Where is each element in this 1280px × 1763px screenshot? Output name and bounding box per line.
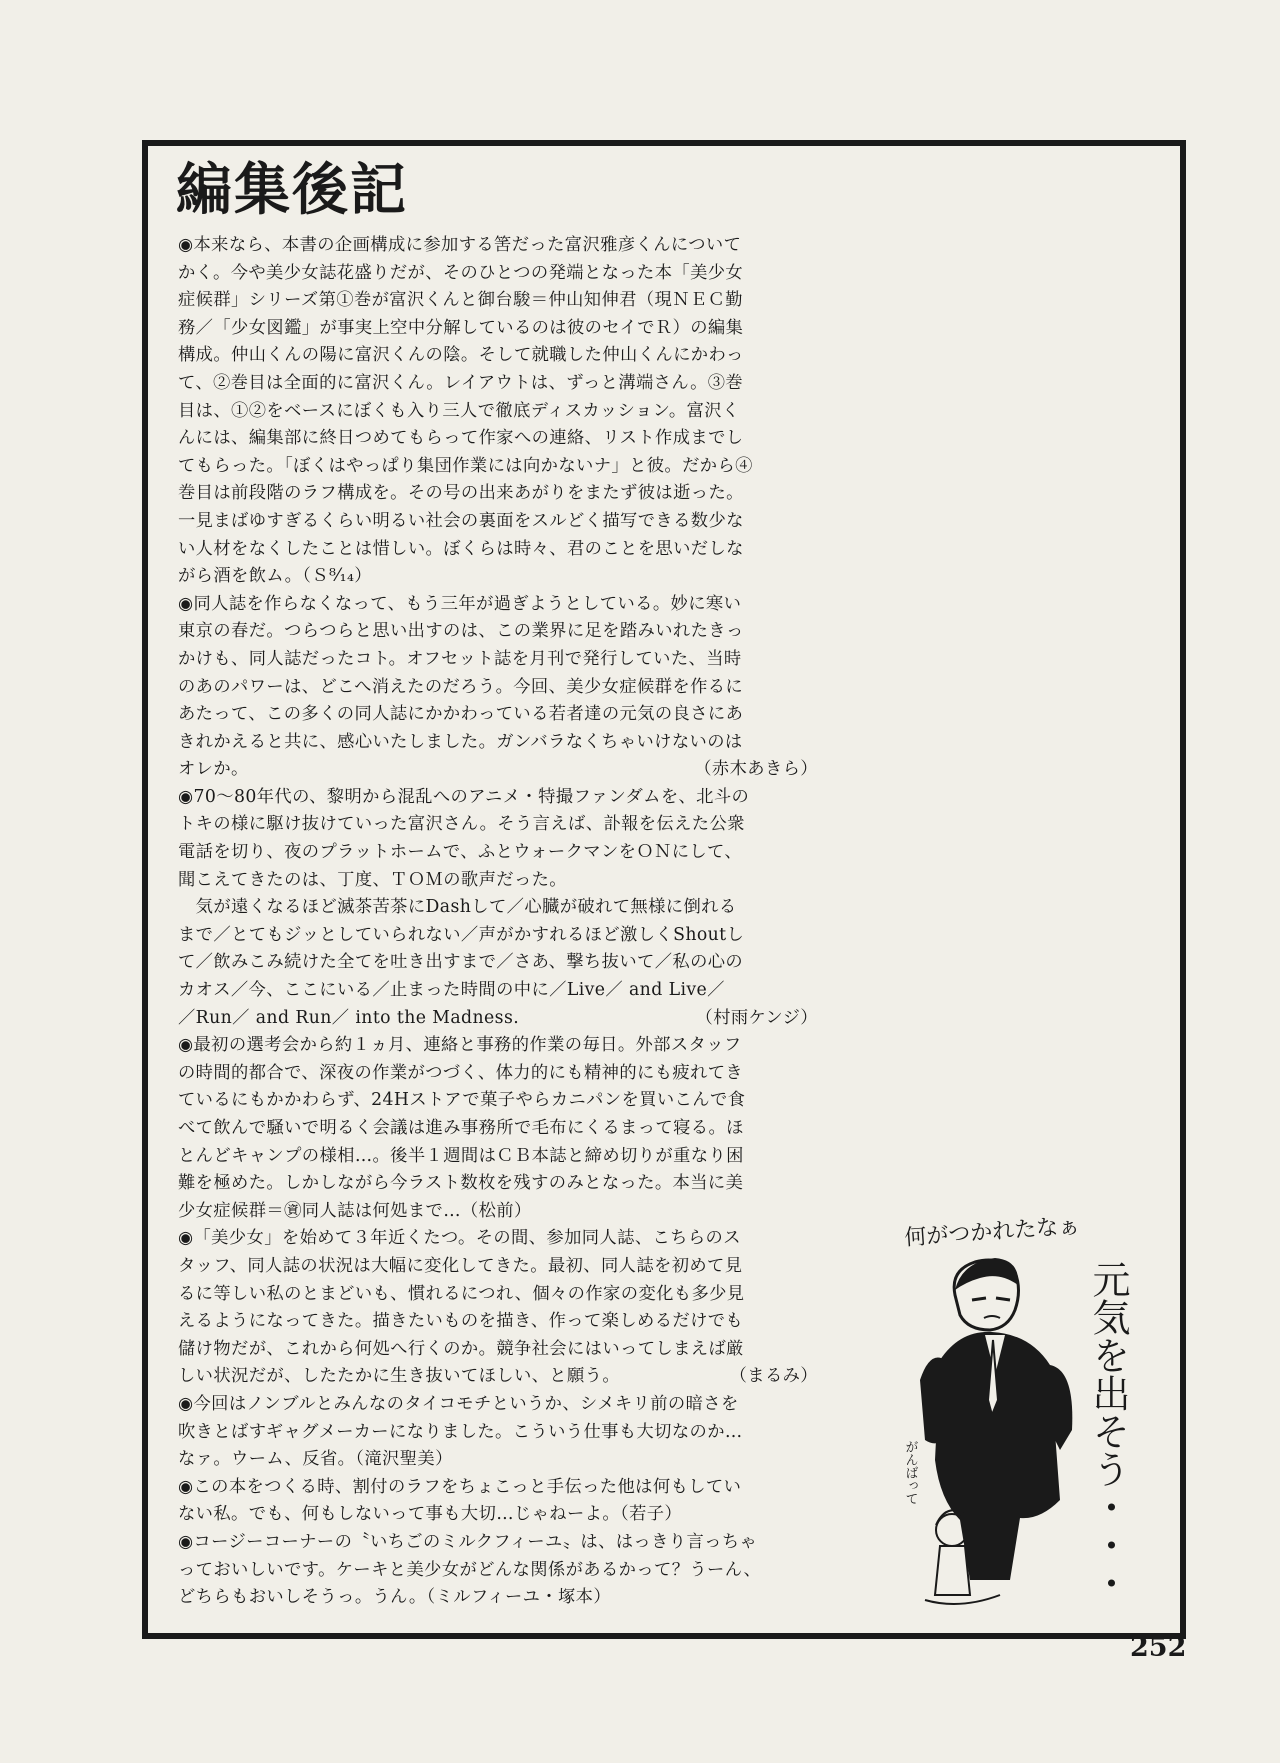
editorial-paragraph — [178, 591, 828, 784]
paragraph-line: 一見まばゆすぎるくらい明るい社会の裏面をスルどく描写できる数少な — [178, 510, 744, 531]
paragraph-line: ◉この本をつくる時、割付のラフをちょこっと手伝った他は何もしてい — [178, 1476, 742, 1497]
paragraph-line: ◉本来なら、本書の企画構成に参加する筈だった富沢雅彦くんについて — [178, 235, 742, 255]
paragraph-line: トキの様に駆け抜けていった富沢さん。そう言えば、訃報を伝えた公衆 — [178, 814, 745, 835]
paragraph-line: ◉「美少女」を始めて３年近くたつ。その間、参加同人誌、こちらのス — [178, 1228, 741, 1249]
author-signature: （村雨ケンジ） — [695, 1007, 818, 1028]
page-number: 252 — [1130, 1632, 1187, 1663]
paragraph-line: ◉コージーコーナーの〝いちごのミルクフィーユ〟は、はっきり言っちゃ — [178, 1531, 758, 1552]
paragraph-line: てもらった。「ぼくはやっぱり集団作業には向かないナ」と彼。だから④ — [178, 455, 753, 476]
paragraph-line: べて飲んで騒いで明るく会議は進み事務所で毛布にくるまって寝る。ほ — [178, 1118, 744, 1138]
author-signature: （赤木あきら） — [694, 759, 818, 780]
paragraph-line: ているにもかかわらず、24Hストアで菓子やらカニパンを買いこんで食 — [178, 1090, 746, 1111]
paragraph-line: 目は、①②をベースにぼくも入り三人で徹底ディスカッション。富沢く — [178, 400, 740, 421]
editorial-paragraph — [178, 1529, 828, 1612]
illustration-caption-top: 何がつかれたなぁ — [903, 1213, 1082, 1251]
paragraph-line: 儲け物だが、これから何処へ行くのか。競争社会にはいってしまえば厳 — [178, 1338, 744, 1359]
paragraph-line: 構成。仲山くんの陽に富沢くんの陰。そして就職した仲山くんにかわっ — [178, 345, 744, 366]
paragraph-line — [178, 1363, 828, 1391]
paragraph-line: 吹きとばすギャグメーカーになりました。こういう仕事も大切なのか… — [178, 1421, 743, 1442]
editorial-text-column — [178, 232, 828, 1612]
paragraph-line: て／飲みこみ続けた全てを吐き出すまで／さあ、撃ち抜いて／私の心の — [178, 952, 744, 973]
paragraph-line: るに等しい私のとまどいも、慣れるにつれ、個々の作家の変化も多少見 — [178, 1283, 745, 1304]
paragraph-line: んには、編集部に終日つめてもらって作家への連絡、リスト作成までし — [178, 428, 744, 449]
author-signature: （まるみ） — [729, 1366, 818, 1387]
paragraph-line: かけも、同人誌だったコト。オフセット誌を月刊で発行していた、当時 — [178, 648, 742, 669]
illustration-caption-small: がんばって — [902, 1440, 918, 1505]
paragraph-line: タッフ、同人誌の状況は大幅に変化してきた。最初、同人誌を初めて見 — [178, 1255, 743, 1276]
paragraph-line — [178, 1005, 828, 1033]
paragraph-line: ◉最初の選考会から約１ヵ月、連絡と事務的作業の毎日。外部スタッフ — [178, 1035, 742, 1056]
paragraph-line: て、②巻目は全面的に富沢くん。レイアウトは、ずっと溝端さん。③巻 — [178, 372, 744, 393]
editorial-paragraph — [178, 784, 828, 1032]
paragraph-line — [178, 756, 828, 784]
paragraph-line: どちらもおいしそうっ。うん。（ミルフィーユ・塚本） — [178, 1587, 612, 1608]
editorial-paragraph — [178, 1391, 828, 1474]
paragraph-line: 少女症候群＝㊮同人誌は何処まで…（松前） — [178, 1200, 532, 1221]
paragraph-line: えるようになってきた。描きたいものを描き、作って楽しめるだけでも — [178, 1311, 744, 1332]
paragraph-line: とんどキャンプの様相…。後半１週間はＣＢ本誌と締め切りが重なり困 — [178, 1145, 744, 1166]
paragraph-line: 電話を切り、夜のプラットホームで、ふとウォークマンをＯＮにして、 — [178, 842, 743, 863]
paragraph-line: かく。今や美少女誌花盛りだが、そのひとつの発端となった本「美少女 — [178, 262, 744, 283]
paragraph-line: ◉70〜80年代の、黎明から混乱へのアニメ・特撮ファンダムを、北斗の — [178, 786, 750, 807]
paragraph-line: きれかえると共に、感心いたしました。ガンバラなくちゃいけないのは — [178, 731, 743, 752]
paragraph-line: のあのパワーは、どこへ消えたのだろう。今回、美少女症候群を作るに — [178, 676, 744, 697]
paragraph-line: ◉同人誌を作らなくなって、もう三年が過ぎようとしている。妙に寒い — [178, 593, 742, 614]
paragraph-line: 気が遠くなるほど滅茶苦茶にDashして／心臓が破れて無様に倒れる — [178, 897, 737, 918]
paragraph-line: 東京の春だ。つらつらと思い出すのは、この業界に足を踏みいれたきっ — [178, 621, 744, 642]
paragraph-line: カオス／今、ここにいる／止まった時間の中に／Live／ and Live／ — [178, 980, 725, 1001]
line-text: しい状況だが、したたかに生き抜いてほしい、と願う。 — [178, 1366, 621, 1387]
page-title: 編集後記 — [176, 158, 408, 223]
paragraph-line: い人材をなくしたことは惜しい。ぼくらは時々、君のことを思いだしな — [178, 538, 744, 559]
cartoon-illustration — [900, 1200, 1150, 1620]
editorial-paragraph — [178, 1032, 828, 1225]
paragraph-line: 症候群」シリーズ第①巻が富沢くんと御台駿＝仲山知伸君（現ＮＥＣ勤 — [178, 290, 743, 311]
paragraph-line: あたって、この多くの同人誌にかかわっている若者達の元気の良さにあ — [178, 704, 744, 725]
paragraph-line: 聞こえてきたのは、丁度、ＴＯＭの歌声だった。 — [178, 869, 567, 890]
paragraph-line: なァ。ウーム、反省。（滝沢聖美） — [178, 1449, 453, 1470]
line-text: オレか。 — [178, 759, 249, 780]
paragraph-line: 巻目は前段階のラフ構成を。その号の出来あがりをまたず彼は逝った。 — [178, 483, 744, 504]
editorial-paragraph — [178, 1225, 828, 1391]
paragraph-line: がら酒を飲ム。（Ｓ⁸⁄₁₄） — [178, 566, 372, 587]
editorial-paragraph — [178, 1474, 828, 1529]
paragraph-line: まで／とてもジッとしていられない／声がかすれるほど激しくShoutし — [178, 924, 745, 945]
paragraph-line: の時間的都合で、深夜の作業がつづく、体力的にも精神的にも疲れてき — [178, 1062, 744, 1083]
paragraph-line: 務／「少女図鑑」が事実上空中分解しているのは彼のセイでＲ）の編集 — [178, 317, 744, 338]
paragraph-line: っておいしいです。ケーキと美少女がどんな関係があるかって？うーん、 — [178, 1559, 762, 1580]
paragraph-line: ない私。でも、何もしないって事も大切…じゃねーよ。（若子） — [178, 1504, 683, 1525]
line-text: ／Run／ and Run／ into the Madness. — [178, 1007, 520, 1028]
illustration-caption-vertical: 元気を出そう・・・ — [1086, 1260, 1130, 1602]
paragraph-line: ◉今回はノンブルとみんなのタイコモチというか、シメキリ前の暗さを — [178, 1393, 739, 1414]
paragraph-line: 難を極めた。しかしながら今ラスト数枚を残すのみとなった。本当に美 — [178, 1173, 744, 1194]
editorial-paragraph — [178, 232, 828, 591]
businessman-drawing — [900, 1200, 1150, 1620]
